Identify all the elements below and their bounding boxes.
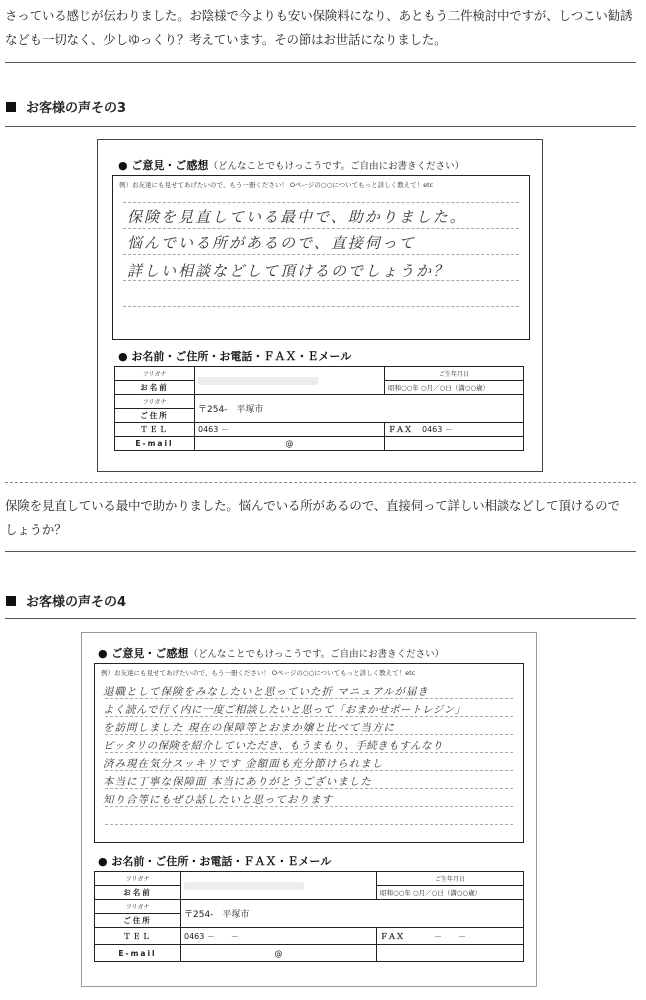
voice4-opinion-box	[94, 663, 524, 843]
tel-value: 0463 － －	[181, 928, 377, 945]
voice3-handwriting-line-3: 詳しい相談などして頂けるのでしょうか？	[127, 262, 451, 280]
voice4-handwriting-line-7: 知り合等にもぜひ話したいと思っております	[103, 794, 333, 806]
voice4-handwriting-line-1: 退職として保険をみなしたいと思っていた折 マニュアルが届き	[103, 686, 429, 698]
birth-value: 昭和○○年 ○月／○日（満○○歳）	[385, 381, 524, 395]
voice4-heading-text: お客様の声その4	[26, 595, 127, 610]
address-furigana-label: フリガナ	[115, 395, 195, 409]
fax-value: 0463 －	[422, 425, 453, 434]
name-label: お名前	[95, 886, 181, 900]
intro-paragraph	[5, 4, 637, 52]
birth-label: ご生年月日	[385, 367, 524, 381]
fax-value: － －	[434, 931, 466, 941]
voice4-contact-title: ● お名前・ご住所・お電話・ＦＡＸ・Ｅメール	[98, 855, 332, 868]
voice4-scanned-card	[81, 632, 537, 987]
email-label: E-mail	[115, 437, 195, 451]
voice4-handwriting-line-3: を訪問しました 現在の保障等とおまか嬢と比べて当方に	[103, 722, 395, 734]
furigana-label: フリガナ	[95, 872, 181, 886]
email-label: E-mail	[95, 945, 181, 962]
voice3-contact-title: ● お名前・ご住所・お電話・ＦＡＸ・Ｅメール	[118, 350, 352, 363]
fax-label: ＦＡＸ	[388, 425, 412, 434]
voice3-scanned-card	[97, 139, 543, 472]
voice3-transcript-line-1: 保険を見直している最中で助かりました。悩んでいる所があるので、直接伺って詳しい相談などして頂けるので	[5, 498, 620, 513]
voice4-handwriting-line-5: 済み現在気分スッキリです 金額面も充分節けられまし	[103, 758, 384, 770]
address-value: 〒254- 平塚市	[195, 395, 524, 423]
divider	[5, 62, 636, 63]
voice4-handwriting-line-4: ピッタリの保険を紹介していただき、もうまもり、手続きもすんなり	[103, 740, 444, 752]
dashed-divider	[5, 482, 636, 483]
voice4-handwriting-line-2: よく読んで行く内に一度ご相談したいと思って「おまかせポートレジン」	[103, 704, 466, 716]
voice3-contact-table	[114, 366, 524, 451]
email-value: @	[181, 945, 377, 962]
voice3-heading-text: お客様の声その3	[26, 101, 127, 116]
furigana-label: フリガナ	[115, 367, 195, 381]
voice4-heading	[6, 591, 126, 610]
voice3-example-text: 例）お友達にも見せてあげたいので、もう一冊ください！ Oページの○○についてもっと詳しく教えて！etc	[119, 181, 434, 189]
address-value: 〒254- 平塚市	[181, 900, 524, 928]
birth-label: ご生年月日	[377, 872, 524, 886]
divider	[5, 618, 636, 619]
tel-label: ＴＥＬ	[115, 423, 195, 437]
tel-value: 0463 －	[195, 423, 385, 437]
voice4-example-text: 例）お友達にも見せてあげたいので、もう一冊ください！ Oページの○○についてもっと詳しく教えて！etc	[101, 669, 416, 677]
voice4-handwriting-line-6: 本当に丁寧な保障面 本当にありがとうございました	[103, 776, 372, 788]
voice3-transcript	[5, 494, 637, 542]
voice4-contact-table	[94, 871, 524, 962]
divider	[5, 126, 636, 127]
email-value: @	[195, 437, 385, 451]
intro-line-2: なども一切なく、少しゆっくり？考えています。その節はお世話になりました。	[5, 32, 447, 47]
voice3-opinion-box	[112, 175, 530, 340]
address-furigana-label: フリガナ	[95, 900, 181, 914]
voice3-handwriting-line-2: 悩んでいる所があるので、直接伺って	[127, 234, 416, 252]
voice3-opinion-title: ● ご意見・ご感想（どんなことでもけっこうです。ご自由にお書きください）	[118, 159, 465, 172]
address-label: ご住所	[115, 409, 195, 423]
voice3-handwriting-line-1: 保険を見直している最中で、助かりました。	[127, 208, 467, 226]
name-label: お名前	[115, 381, 195, 395]
tel-label: ＴＥＬ	[95, 928, 181, 945]
divider	[5, 551, 636, 552]
square-bullet-icon	[6, 596, 16, 606]
voice3-heading	[6, 97, 126, 116]
voice3-transcript-line-2: しょうか？	[5, 522, 67, 537]
square-bullet-icon	[6, 102, 16, 112]
birth-value: 昭和○○年 ○月／○日（満○○歳）	[377, 886, 524, 900]
voice4-opinion-title: ● ご意見・ご感想（どんなことでもけっこうです。ご自由にお書きください）	[98, 647, 445, 660]
address-label: ご住所	[95, 914, 181, 928]
intro-line-1: さっている感じが伝わりました。お陰様で今よりも安い保険料になり、あともう二件検討中ですが、しつこい勧誘	[5, 8, 633, 23]
fax-label: ＦＡＸ	[380, 931, 404, 941]
